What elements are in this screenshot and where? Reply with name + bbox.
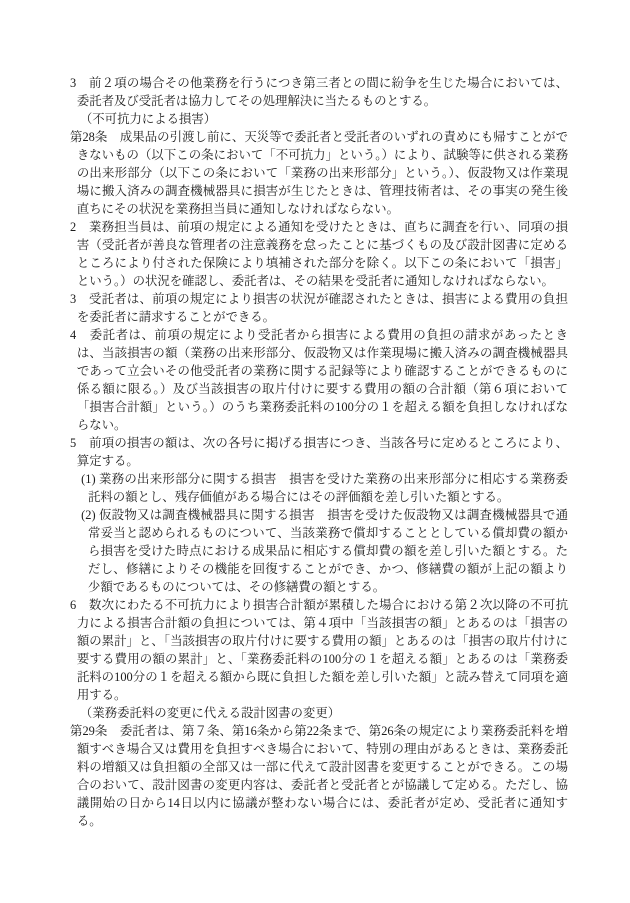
article-number: 第28条 xyxy=(70,130,120,144)
section-heading-design-document-change xyxy=(70,704,568,722)
subitem-number: (1) xyxy=(81,472,99,486)
paragraph-text: 成果品の引渡し前に、天災等で委託者と受託者のいずれの責めにも帰すことができないもの（以下この条において「不可抗力」という。）により、試験等に供される業務の出来形部分（以下この条において「業務の出来形部分」という。）、仮設物又は作業現場に搬入済みの調査機械器具に損害が生じたときは、管理技術者は、その事実の発生後直ちにその状況を業務担当員に通知しなければならない。 xyxy=(76,130,569,216)
paragraph-number: 3 xyxy=(70,76,90,90)
paragraph-number: 4 xyxy=(70,328,90,342)
paragraph-number: 3 xyxy=(70,292,90,306)
heading-text: （不可抗力による損害） xyxy=(79,112,217,126)
article-28-paragraph-6 xyxy=(70,596,568,704)
article-number: 第29条 xyxy=(70,724,120,738)
article-28-paragraph-4 xyxy=(70,326,568,434)
paragraph-text: 業務担当員は、前項の規定による通知を受けたときは、直ちに調査を行い、同項の損害（受託者が善良な管理者の注意義務を怠ったことに基づくもの及び設計図書に定めるところにより付された保険により填補された部分を除く。以下この条において「損害」という。）の状況を確認し、委託者は、その結果を受託者に通知しなければならない。 xyxy=(76,220,568,288)
paragraph-text: 数次にわたる不可抗力により損害合計額が累積した場合における第２次以降の不可抗力による損害合計額の負担については、第４項中「当該損害の額」とあるのは「損害の額の累計」と、「当該損害の取片付けに要する費用の額」とあるのは「損害の取片付けに要する費用の額の累計」と、「業務委託料の100分の１を超える額」とあるのは「業務委託料の100分の１を超える額から既に負担した額を差し引いた額」と読み替えて同項を適用する。 xyxy=(76,598,568,702)
subitem-number: (2) xyxy=(81,508,99,522)
section-heading-force-majeure xyxy=(70,110,568,128)
heading-text: （業務委託料の変更に代える設計図書の変更） xyxy=(79,706,341,720)
article-28-paragraph-5-item-1 xyxy=(70,470,568,506)
article-28-paragraph-2 xyxy=(70,218,568,290)
paragraph-text: 前項の損害の額は、次の各号に掲げる損害につき、当該各号に定めるところにより、算定する。 xyxy=(76,436,568,468)
paragraph-text: 委託者は、前項の規定により受託者から損害による費用の負担の請求があったときは、当該損害の額（業務の出来形部分、仮設物又は作業現場に搬入済みの調査機械器具であって立会いその他受託者の業務に関する記録等により確認することができるものに係る額に限る。）及び当該損害の取片付けに要する費用の額の合計額（第６項において「損害合計額」という。）のうち業務委託料の100分の１を超える額を負担しなければならない。 xyxy=(76,328,568,432)
article-28 xyxy=(70,128,568,218)
paragraph-text: 委託者は、第７条、第16条から第22条まで、第26条の規定により業務委託料を増額すべき場合又は費用を負担すべき場合において、特別の理由があるときは、業務委託料の増額又は負担額の全部又は一部に代えて設計図書を変更することができる。この場合のおいて、設計図書の変更内容は、委託者と受託者とが協議して定める。ただし、協議開始の日から14日以内に協議が整わない場合には、委託者が定め、受託者に通知する。 xyxy=(76,724,568,828)
article-28-paragraph-3 xyxy=(70,290,568,326)
document-page xyxy=(70,74,568,830)
paragraph-number: 5 xyxy=(70,436,90,450)
paragraph-number: 6 xyxy=(70,598,90,612)
paragraph-text: 仮設物又は調査機械器具に関する損害 損害を受けた仮設物又は調査機械器具で通常妥当と認められるものについて、当該業務で償却することとしている償却費の額から損害を受けた時点における成果品に相応する償却費の額を差し引いた額とする。ただし、修繕によりその機能を回復することができ、かつ、修繕費の額が上記の額より少額であるものについては、その修繕費の額とする。 xyxy=(87,508,569,594)
paragraph-text: 受託者は、前項の規定により損害の状況が確認されたときは、損害による費用の負担を委託者に請求することができる。 xyxy=(76,292,568,324)
article-29 xyxy=(70,722,568,830)
paragraph-text: 業務の出来形部分に関する損害 損害を受けた業務の出来形部分に相応する業務委託料の額とし、残存価値がある場合にはその評価額を差し引いた額とする。 xyxy=(87,472,569,504)
article-28-paragraph-5 xyxy=(70,434,568,470)
article-28-paragraph-5-item-2 xyxy=(70,506,568,596)
clause-paragraph-3 xyxy=(70,74,568,110)
paragraph-text: 前２項の場合その他業務を行うにつき第三者との間に紛争を生じた場合においては、委託者及び受託者は協力してその処理解決に当たるものとする。 xyxy=(76,76,568,108)
paragraph-number: 2 xyxy=(70,220,90,234)
